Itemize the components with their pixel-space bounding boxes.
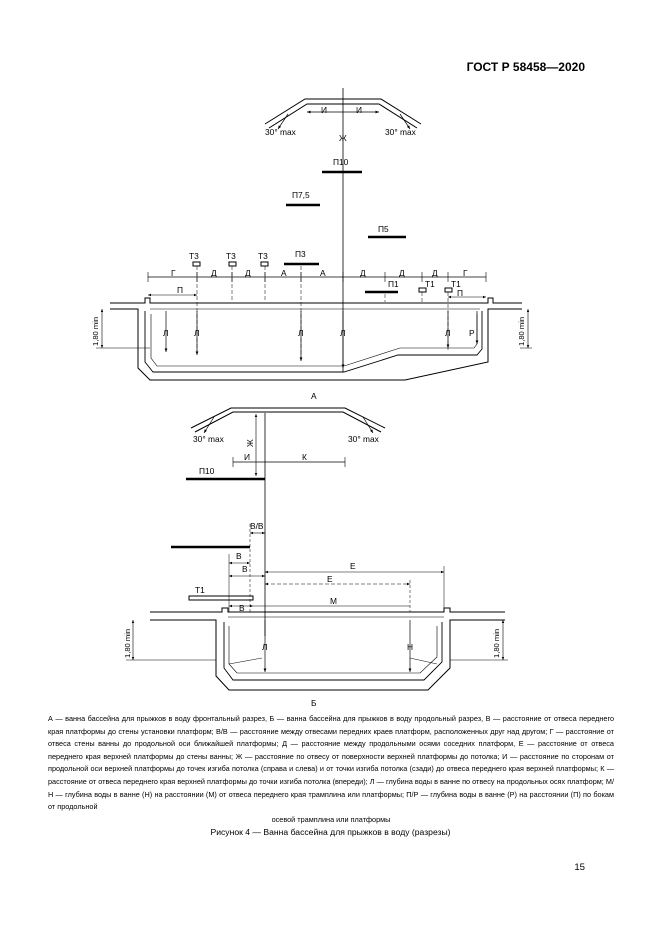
dim-label-v: В <box>242 564 248 574</box>
platform-label-t3: Т3 <box>189 251 199 261</box>
dim-label-zh: Ж <box>245 439 255 447</box>
dim-label-e: Е <box>327 574 333 584</box>
platform-label-p3: П3 <box>295 249 306 259</box>
platform-label-t1: Т1 <box>195 585 205 595</box>
dim-label-zh: Ж <box>339 133 347 143</box>
depth-label-l: Л <box>445 328 451 338</box>
angle-label: 30° max <box>193 434 224 444</box>
platform-label-t1: Т1 <box>451 279 461 289</box>
depth-label-r: Р <box>469 328 475 338</box>
min-depth-label: 1,80 min <box>123 628 132 658</box>
dim-label-d: Д <box>245 268 251 278</box>
angle-label: 30° max <box>265 127 296 137</box>
platform-label-p75: П7,5 <box>292 190 310 200</box>
page-number: 15 <box>574 862 585 873</box>
dim-label-k: К <box>302 452 307 462</box>
depth-label-l: Л <box>262 642 268 652</box>
legend-text-last-line: осевой трамплина или платформы <box>271 814 391 824</box>
ceiling-outline-b <box>191 408 385 432</box>
depth-label-l: Л <box>163 328 169 338</box>
view-b-longitudinal-section <box>126 408 508 690</box>
figure-legend <box>48 713 614 826</box>
platform-label-p10: П10 <box>333 157 349 167</box>
platform-label-p5: П5 <box>378 224 389 234</box>
dim-label-e: Е <box>350 561 356 571</box>
view-label-a: А <box>311 391 317 401</box>
dim-label-g: Г <box>171 268 176 278</box>
min-depth-label: 1,80 min <box>517 316 526 346</box>
pool-outline-b <box>150 608 505 612</box>
dim-label-d: Д <box>211 268 217 278</box>
dim-label-v: В <box>236 551 242 561</box>
platform-label-t1: Т1 <box>425 279 435 289</box>
depth-label-n: Н <box>407 642 414 652</box>
dim-label-p: П <box>177 285 184 295</box>
view-label-b: Б <box>311 698 317 708</box>
dim-label-i: И <box>244 452 251 462</box>
dim-label-a: А <box>320 268 326 278</box>
depth-label-l: Л <box>340 328 346 338</box>
platform-label-t3: Т3 <box>258 251 268 261</box>
dim-label-v: В <box>239 603 245 613</box>
dim-label-vv: В/В <box>250 521 264 531</box>
drawing-labels <box>91 105 526 708</box>
min-depth-label: 1,80 min <box>492 628 501 658</box>
figure-caption: Рисунок 4 — Ванна бассейна для прыжков в воду (разрезы) <box>210 827 451 837</box>
angle-label: 30° max <box>385 127 416 137</box>
depth-label-l: Л <box>298 328 304 338</box>
angle-label: 30° max <box>348 434 379 444</box>
dim-label-m: М <box>330 596 337 606</box>
dim-label-d: Д <box>360 268 366 278</box>
platform-label-p1: П1 <box>388 279 399 289</box>
view-a-frontal-section <box>96 88 532 380</box>
dim-label-p: П <box>457 288 464 298</box>
dim-label-i: И <box>356 105 363 115</box>
dim-label-g: Г <box>463 268 468 278</box>
pool-outline-a <box>110 298 522 303</box>
standard-number: ГОСТ Р 58458—2020 <box>466 60 585 74</box>
dim-label-d: Д <box>432 268 438 278</box>
dim-label-a: А <box>281 268 287 278</box>
dim-label-i: И <box>321 105 328 115</box>
min-depth-label: 1,80 min <box>91 316 100 346</box>
legend-text: А — ванна бассейна для прыжков в воду фронтальный разрез, Б — ванна бассейна для прыжков в воду продольный разрез, В — расстояние от отвеса переднего края платформы до стены установки платформ; В/В — расстояние между отвесами передних краев платформ, расположенных друг над другом; Г — расстояние от отвеса стены ванны до продольной оси ближайшей платформы; Д — расстояние между продольными осями соседних платформ, Е — расстояние от отвеса переднего края верхней платформы до стены ванны; Ж — расстояние по отвесу от поверхности верхней платформы до потолка; И — расстояние по сторонам от продольной оси верхней платформы до точек изгиба потолка (справа и слева) и от точки изгиба потолка (сзади) до отвеса переднего края верхней платформы; К — расстояние от отвеса переднего края верхней платформы до точки изгиба потолка (впереди); Л — глубина воды в ванне по отвесу на продольных осях платформ; М/Н — глубина воды в ванне (Н) на расстоянии (М) от отвеса переднего края трамплина или платформы; П/Р — глубина воды в ванне (Р) на расстоянии (П) по бокам от продольной <box>48 714 614 812</box>
platform-label-p10: П10 <box>199 466 215 476</box>
depth-label-l: Л <box>194 328 200 338</box>
platform-label-t3: Т3 <box>226 251 236 261</box>
dim-label-d: Д <box>399 268 405 278</box>
